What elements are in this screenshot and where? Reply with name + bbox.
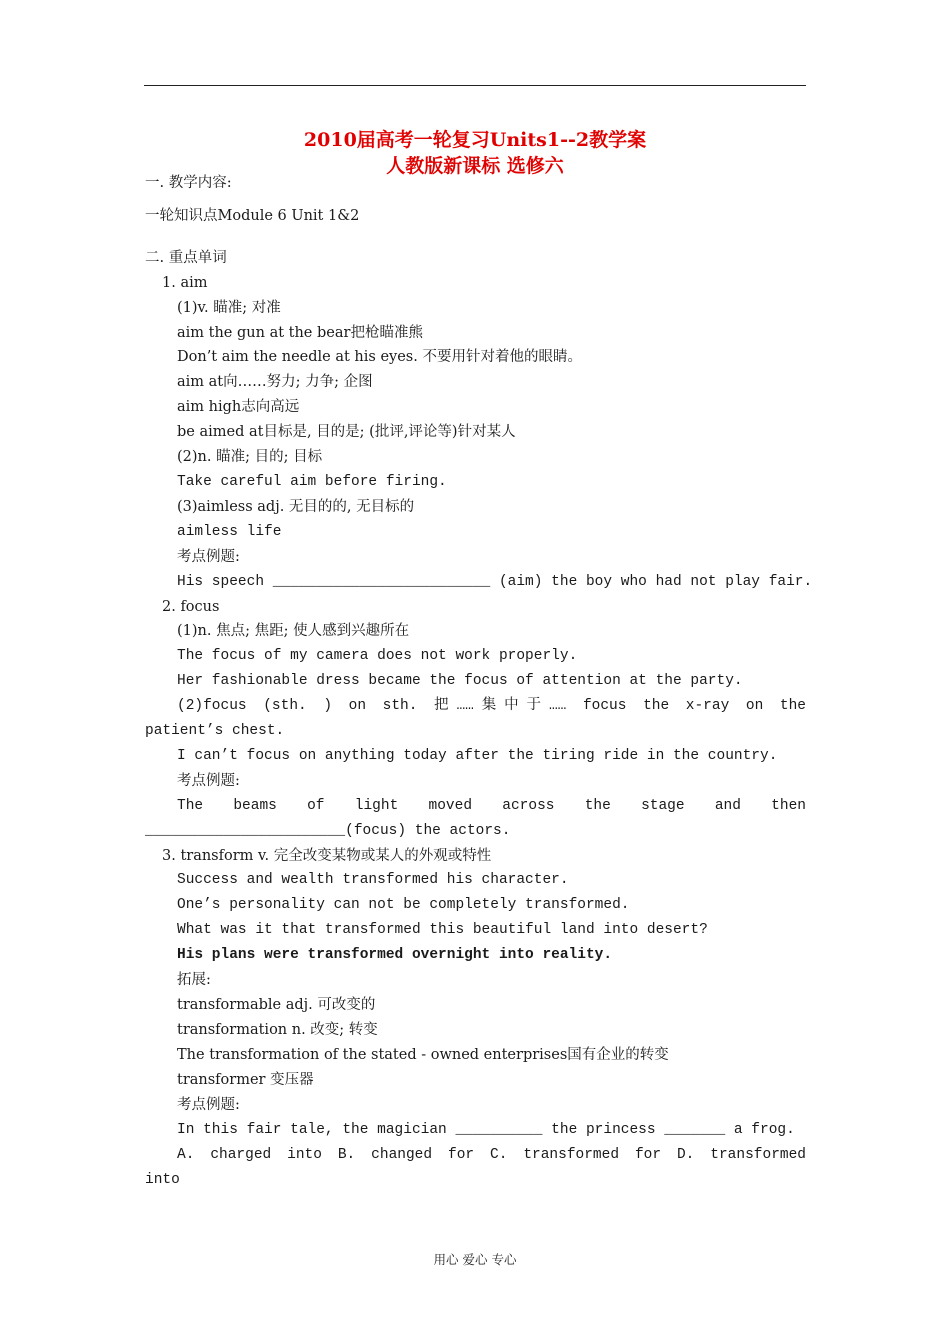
document-title: 2010届高考一轮复习Units1--2教学案 [303,129,647,151]
text-line: Take careful aim before firing. [177,474,447,490]
text-line: aimless life [177,524,282,540]
text-line: 拓展: [177,972,211,988]
text-line: patient’s chest. [145,723,285,739]
text-line: aim at向……努力; 力争; 企图 [177,374,373,390]
text-line: aim the gun at the bear把枪瞄准熊 [177,325,423,341]
text-line: In this fair tale, the magician __________ the princess _______ a frog. [177,1122,795,1138]
text-line: 3. transform v. 完全改变某物或某人的外观或特性 [162,848,492,864]
text-line: The focus of my camera does not work properly. [177,648,578,664]
text-line: transformation n. 改变; 转变 [177,1022,378,1038]
text-line: 2. focus [162,599,220,615]
text-line: (1)v. 瞄准; 对准 [177,300,281,316]
document-subtitle: 人教版新课标 选修六 [386,155,564,177]
text-line: The beams of light moved across the stage and then [177,798,806,814]
text-line: What was it that transformed this beautiful land into desert? [177,922,708,938]
text-line: His speech _________________________ (aim) the boy who had not play fair. [177,574,813,590]
text-line: be aimed at目标是, 目的是; (批评,评论等)针对某人 [177,424,516,440]
text-line: transformer 变压器 [177,1072,314,1088]
text-line: I can’t focus on anything today after the tiring ride in the country. [177,748,778,764]
text-line: into [145,1172,180,1188]
text-line: _______________________(focus) the actors. [145,823,511,839]
text-line: 一轮知识点Module 6 Unit 1&2 [145,208,360,224]
text-line: (3)aimless adj. 无目的的, 无目标的 [177,499,415,515]
text-line: 考点例题: [177,1097,240,1113]
text-line: Success and wealth transformed his character. [177,872,569,888]
text-line: The transformation of the stated - owned enterprises国有企业的转变 [177,1047,669,1063]
header-rule [144,85,806,86]
text-line: (1)n. 焦点; 焦距; 使人感到兴趣所在 [177,623,410,639]
text-line: Her fashionable dress became the focus of attention at the party. [177,673,743,689]
text-line: A. charged into B. changed for C. transformed for D. transformed [177,1147,806,1163]
text-line: (2)n. 瞄准; 目的; 目标 [177,449,323,465]
text-line: 二. 重点单词 [145,250,227,266]
text-line: (2)focus (sth. ) on sth. 把……集中于…… focus the x-ray on the [177,698,806,714]
text-line: transformable adj. 可改变的 [177,997,376,1013]
text-line: His plans were transformed overnight into reality. [177,947,613,963]
text-line: 考点例题: [177,549,240,565]
text-line: One’s personality can not be completely transformed. [177,897,630,913]
text-line: 一. 教学内容: [145,175,232,191]
text-line: aim high志向高远 [177,399,300,415]
page-footer: 用心 爱心 专心 [433,1252,517,1267]
text-line: 1. aim [162,275,208,291]
text-line: 考点例题: [177,773,240,789]
text-line: Don’t aim the needle at his eyes. 不要用针对着他的眼睛。 [177,349,582,365]
